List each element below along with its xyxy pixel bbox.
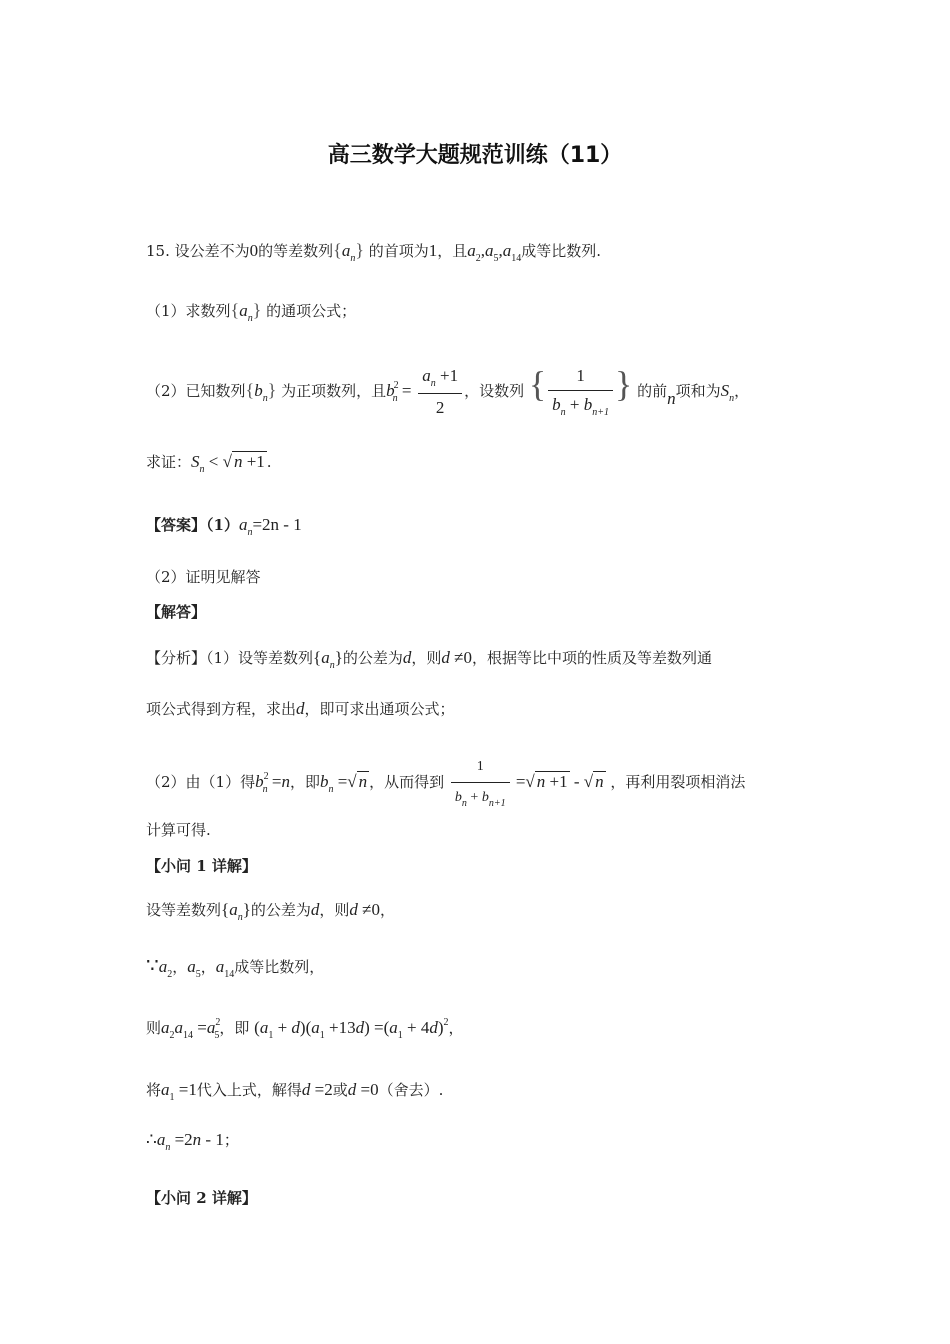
answer-line: 【答案】$(1)a_n=2n - 1$ (146, 515, 302, 538)
q1-line-5: $\therefore a_n =2n - 1$； (146, 1130, 239, 1153)
prove-statement: 求证：$S_n$ < √ n +1 . (146, 452, 272, 475)
analysis-line-3: （2）由（1）得$b^2_n =n$，即$b_n$ =√ n ，从而得到 $\frac{1}{b_n + b_{n+1}}$ =√ n +1 - √ n ，再利用裂项相消法 (146, 752, 745, 814)
analysis-line-2: 项公式得到方程，求出d，即可求出通项公式； (146, 699, 455, 718)
part-1: （1）求数列$\{a_n\}$ 的通项公式； (146, 300, 357, 324)
solution-label: 【解答】 (146, 603, 207, 621)
problem-statement: 15. 设公差不为0的等差数列$\{a_n\}$ 的首项为1，且$a_2,a_5,a_{14}$成等比数列. (146, 240, 602, 264)
page-title: 高三数学大题规范训练（11） (327, 143, 623, 168)
q1-line-3: 则$a_2a_{14} =a^2_5$，即 $(a_1 + d)(a_1 +13d) =(a_1 + 4d)^2$， (146, 1017, 464, 1041)
subquestion-2-label: 【小问 2 详解】 (146, 1189, 257, 1207)
subquestion-1-label: 【小问 1 详解】 (146, 857, 257, 875)
q1-line-2: $\because a_2$，$a_5$，$a_{14}$成等比数列， (146, 955, 325, 980)
q1-line-1: 设等差数列$\{a_n\}$的公差为d，则d ≠0， (146, 900, 395, 923)
answer-part-2: （2）证明见解答 (146, 568, 261, 586)
q1-line-4: 将$a_1 =1$代入上式，解得d =2或d =0（舍去）. (146, 1080, 444, 1103)
part-2: （2）已知数列$\{b_n\}$ 为正项数列，且$b^2_n$ = $\frac{a_n +1}{2}$ ，设数列 { $\frac{1}{b_n + b_{n+1}}$ } 的前n项和为$S_n$， (146, 362, 749, 422)
analysis-line-4: 计算可得. (146, 821, 211, 839)
analysis-line-1: 【分析】（1）设等差数列$\{a_n\}$的公差为d，则d ≠0，根据等比中项的性质及等差数列通 (146, 648, 713, 671)
